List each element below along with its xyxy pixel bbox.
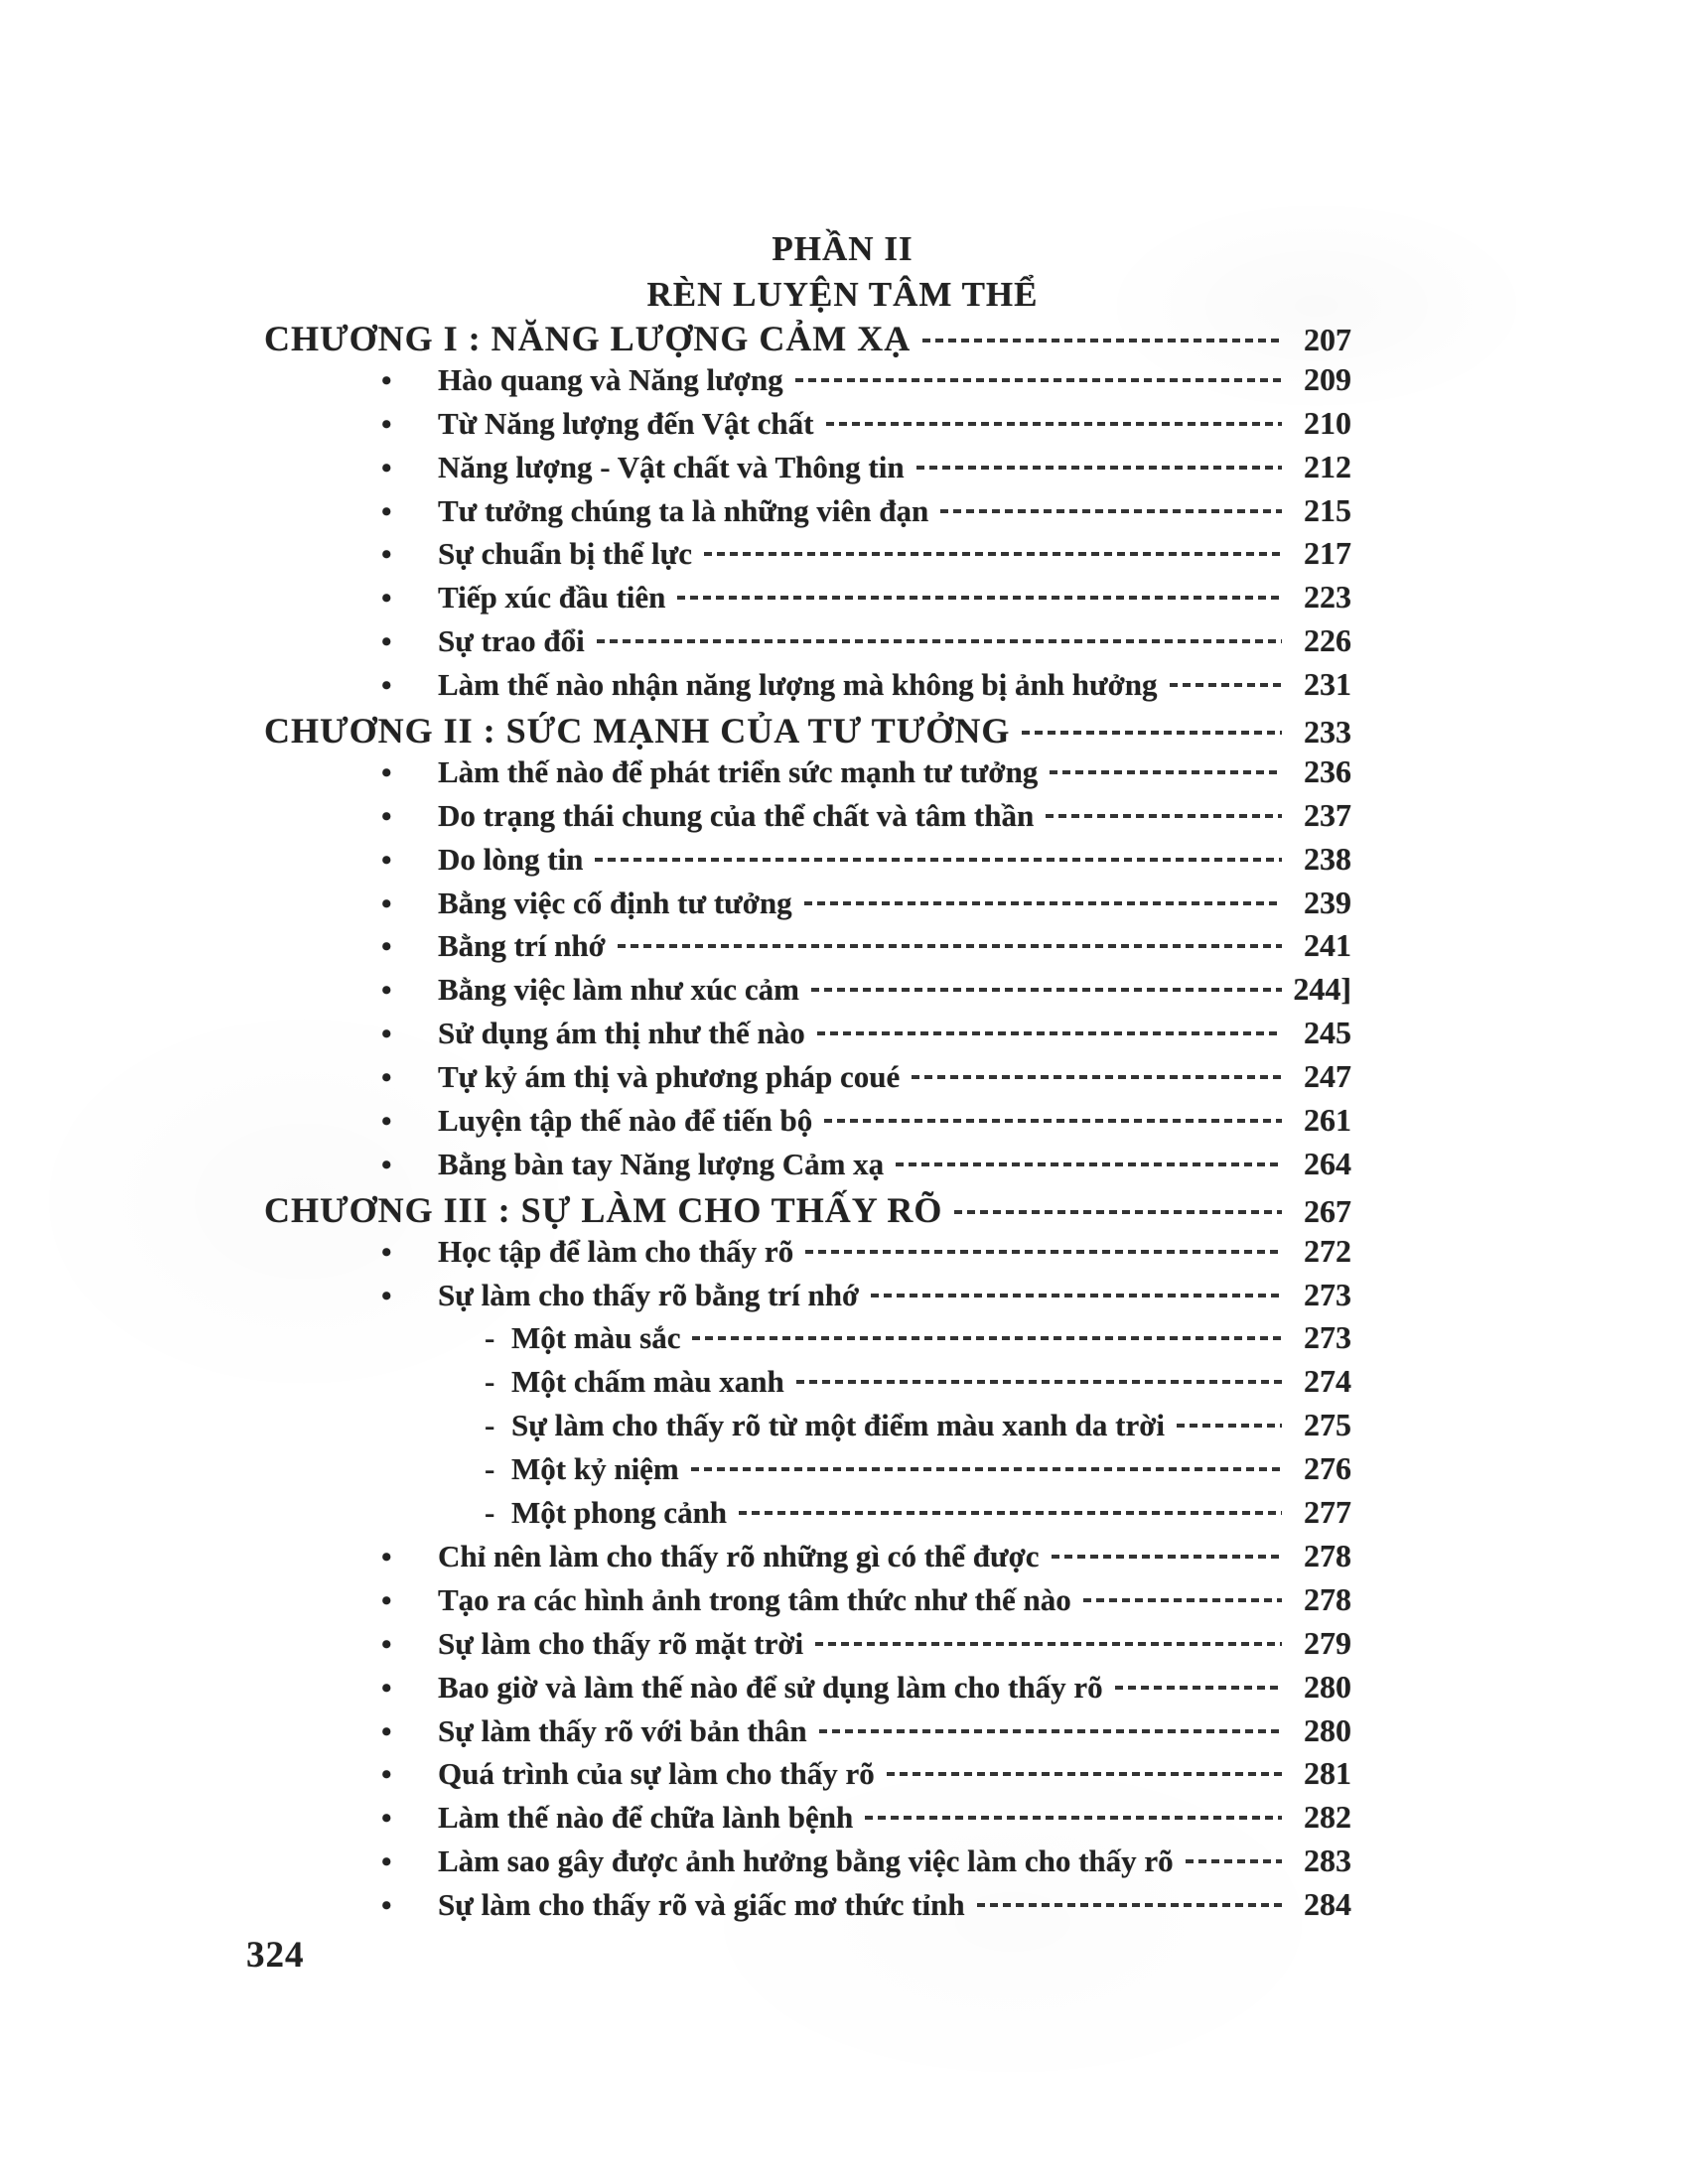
dotted-leader — [1050, 770, 1282, 774]
toc-entry-page: 280 — [1304, 1711, 1351, 1748]
toc-entry-page: 284 — [1304, 1886, 1351, 1923]
bullet-icon: • — [381, 1802, 392, 1836]
toc-entry-page: 217 — [1304, 535, 1351, 572]
dotted-leader — [739, 1511, 1282, 1515]
toc-entry-page: 267 — [1304, 1192, 1351, 1229]
toc-row — [264, 405, 1351, 449]
toc-entry-label: Tư tưởng chúng ta là những viên đạn — [438, 492, 929, 528]
toc-entry-page: 276 — [1304, 1450, 1351, 1487]
dotted-leader — [595, 858, 1282, 862]
toc-entry-label: Do lòng tin — [438, 841, 584, 877]
page-number: 324 — [246, 1935, 305, 1976]
toc-row — [264, 753, 1351, 797]
dotted-leader — [954, 1210, 1282, 1214]
toc-entry-page: 209 — [1304, 360, 1351, 397]
toc-entry-label: Quá trình của sự làm cho thấy rõ — [438, 1756, 875, 1792]
bullet-icon: • — [381, 582, 392, 615]
bullet-icon: • — [381, 1148, 392, 1181]
toc-entry-page: 241 — [1304, 927, 1351, 964]
toc-entry-label: Làm thế nào nhận năng lượng mà không bị ảnh hưởng — [438, 667, 1158, 703]
toc-row — [264, 492, 1351, 536]
toc-entry-label: Sự trao đổi — [438, 623, 585, 659]
toc-entry-page: 247 — [1304, 1058, 1351, 1095]
toc-entry-label: CHƯƠNG II : SỨC MẠNH CỦA TƯ TƯỞNG — [264, 711, 1011, 751]
toc-entry-page: 239 — [1304, 884, 1351, 920]
section-heading — [264, 226, 1351, 318]
toc-entry-label: Bằng trí nhớ — [438, 928, 606, 964]
dotted-leader — [804, 901, 1282, 905]
bullet-icon: • — [381, 1845, 392, 1879]
toc-row — [264, 841, 1351, 885]
toc-entry-label: Sự làm cho thấy rõ bằng trí nhớ — [438, 1277, 860, 1312]
dotted-leader — [691, 1467, 1282, 1471]
toc-entry-label: Một phong cảnh — [511, 1495, 728, 1531]
bullet-icon: • — [381, 1061, 392, 1095]
toc-entry-label: Tiếp xúc đầu tiên — [438, 580, 666, 615]
toc-entry-label: Tự kỷ ám thị và phương pháp coué — [438, 1059, 901, 1095]
dotted-leader — [1115, 1686, 1282, 1690]
toc-entry-page: 275 — [1304, 1407, 1351, 1443]
toc-row — [264, 449, 1351, 492]
toc-entry-label: Do trạng thái chung của thể chất và tâm thần — [438, 797, 1035, 833]
dotted-leader — [977, 1903, 1282, 1907]
dotted-leader — [916, 466, 1282, 470]
toc-entry-page: 281 — [1304, 1755, 1351, 1792]
toc-row — [264, 885, 1351, 928]
toc-entry-label: Sự làm cho thấy rõ và giấc mơ thức tỉnh — [438, 1887, 965, 1923]
toc-entry-page: 282 — [1304, 1799, 1351, 1836]
dotted-leader — [865, 1816, 1282, 1820]
bullet-icon: • — [381, 799, 392, 833]
dotted-leader — [815, 1642, 1282, 1646]
toc-entry-label: Năng lượng - Vật chất và Thông tin — [438, 449, 905, 484]
toc-row — [264, 1886, 1351, 1930]
bullet-icon: • — [381, 494, 392, 528]
bullet-icon: • — [381, 363, 392, 397]
toc-entry-label: CHƯƠNG III : SỰ LÀM CHO THẤY RÕ — [264, 1189, 943, 1230]
toc-row — [264, 1625, 1351, 1669]
toc-entry-page: 283 — [1304, 1843, 1351, 1879]
toc-entry-page: 237 — [1304, 796, 1351, 833]
bullet-icon: • — [381, 1583, 392, 1617]
toc-entry-label: Sự làm cho thấy rõ mặt trời — [438, 1625, 804, 1661]
dotted-leader — [871, 1294, 1282, 1297]
toc-row — [264, 1058, 1351, 1102]
toc-entry-page: 272 — [1304, 1232, 1351, 1269]
toc-entry-label: Tạo ra các hình ảnh trong tâm thức như thế nào — [438, 1581, 1071, 1617]
toc-row — [264, 1538, 1351, 1581]
toc-entry-page: 280 — [1304, 1668, 1351, 1705]
dotted-leader — [817, 1031, 1282, 1035]
toc-entry-label: Một kỷ niệm — [511, 1451, 679, 1487]
toc-row — [264, 1581, 1351, 1625]
toc-row — [264, 1407, 1351, 1450]
dotted-leader — [922, 339, 1282, 342]
dotted-leader — [1170, 683, 1282, 687]
bullet-icon: • — [381, 843, 392, 877]
toc-entry-page: 273 — [1304, 1319, 1351, 1356]
toc-row — [264, 622, 1351, 666]
bullet-icon: • — [381, 1671, 392, 1705]
dotted-leader — [1052, 1555, 1282, 1559]
dotted-leader — [826, 422, 1283, 426]
bullet-icon: • — [381, 625, 392, 659]
toc-entry-page: 264 — [1304, 1145, 1351, 1181]
toc-row — [264, 1669, 1351, 1712]
bullet-icon: • — [381, 1758, 392, 1792]
toc-entry-label: Hào quang và Năng lượng — [438, 361, 783, 397]
toc-row — [264, 1755, 1351, 1799]
toc-row — [264, 1233, 1351, 1277]
bullet-icon: • — [381, 1889, 392, 1923]
dotted-leader — [1022, 731, 1282, 735]
toc-entry-label: Một chấm màu xanh — [511, 1364, 784, 1400]
dash-icon: - — [485, 1451, 495, 1487]
dotted-leader — [940, 509, 1282, 513]
toc-row — [264, 579, 1351, 622]
toc-entry-page: 236 — [1304, 752, 1351, 789]
toc-row — [264, 1494, 1351, 1538]
bullet-icon: • — [381, 1235, 392, 1269]
toc-entry-label: Bằng việc cố định tư tưởng — [438, 885, 792, 920]
toc-entry-page: 233 — [1304, 714, 1351, 751]
dotted-leader — [796, 1380, 1282, 1384]
bullet-icon: • — [381, 1018, 392, 1051]
bullet-icon: • — [381, 538, 392, 572]
toc-entry-page: 278 — [1304, 1537, 1351, 1573]
dotted-leader — [912, 1075, 1282, 1079]
dotted-leader — [618, 944, 1282, 948]
toc-row — [264, 1015, 1351, 1058]
dotted-leader — [1186, 1859, 1282, 1863]
toc-entry-page: 231 — [1304, 666, 1351, 703]
dotted-leader — [819, 1729, 1282, 1733]
toc-entry-label: Sự làm cho thấy rõ từ một điểm màu xanh da trời — [511, 1408, 1166, 1443]
toc-entry-page: 226 — [1304, 622, 1351, 659]
toc-entry-label: Sự làm thấy rõ với bản thân — [438, 1712, 807, 1748]
dotted-leader — [692, 1336, 1282, 1340]
toc-row — [264, 1319, 1351, 1363]
bullet-icon: • — [381, 669, 392, 703]
toc-entry-label: Làm thế nào để phát triển sức mạnh tư tưởng — [438, 753, 1039, 789]
dotted-leader — [795, 378, 1282, 382]
bullet-icon: • — [381, 755, 392, 789]
bullet-icon: • — [381, 887, 392, 920]
dash-icon: - — [485, 1495, 495, 1531]
toc-entry-page: 277 — [1304, 1494, 1351, 1531]
toc-entry-page: 210 — [1304, 404, 1351, 441]
dotted-leader — [1046, 814, 1282, 818]
dash-icon: - — [485, 1320, 495, 1356]
bullet-icon: • — [381, 974, 392, 1008]
toc-entry-label: Bao giờ và làm thế nào để sử dụng làm cho thấy rõ — [438, 1669, 1103, 1705]
dotted-leader — [824, 1119, 1282, 1123]
part-title: PHẦN II — [772, 229, 914, 268]
toc-row — [264, 1799, 1351, 1843]
toc-entry-page: 273 — [1304, 1276, 1351, 1312]
dotted-leader — [677, 596, 1282, 600]
toc-entry-page: 245 — [1304, 1015, 1351, 1051]
toc-entry-label: Từ Năng lượng đến Vật chất — [438, 405, 814, 441]
toc-row — [264, 1277, 1351, 1320]
bullet-icon: • — [381, 1540, 392, 1573]
toc-row — [264, 318, 1351, 361]
bullet-icon: • — [381, 1627, 392, 1661]
toc-row — [264, 1450, 1351, 1494]
toc-entry-page: 207 — [1304, 322, 1351, 357]
toc-row — [264, 1712, 1351, 1756]
part-subtitle: RÈN LUYỆN TÂM THỂ — [646, 275, 1039, 314]
bullet-icon: • — [381, 407, 392, 441]
toc-row — [264, 666, 1351, 710]
toc-entry-page: 244] — [1293, 971, 1351, 1008]
dotted-leader — [1083, 1598, 1282, 1602]
toc-row — [264, 361, 1351, 405]
bullet-icon: • — [381, 1714, 392, 1748]
toc-entry-label: Làm sao gây được ảnh hưởng bằng việc làm cho thấy rõ — [438, 1843, 1174, 1879]
bullet-icon: • — [381, 930, 392, 964]
toc-entry-page: 274 — [1304, 1363, 1351, 1400]
toc-entry-label: Sử dụng ám thị như thế nào — [438, 1016, 805, 1051]
toc-content — [264, 226, 1351, 1930]
bullet-icon: • — [381, 451, 392, 484]
toc-row — [264, 1146, 1351, 1189]
toc-row — [264, 797, 1351, 841]
toc-entry-label: Bằng việc làm như xúc cảm — [438, 972, 799, 1008]
bullet-icon: • — [381, 1279, 392, 1312]
toc-entry-page: 212 — [1304, 448, 1351, 484]
toc-entry-label: Bằng bàn tay Năng lượng Cảm xạ — [438, 1146, 885, 1181]
toc-entry-label: Một màu sắc — [511, 1320, 681, 1356]
table-of-contents — [264, 318, 1351, 1930]
toc-entry-label: Sự chuẩn bị thể lực — [438, 536, 692, 572]
dotted-leader — [887, 1772, 1282, 1776]
dotted-leader — [896, 1162, 1282, 1166]
dotted-leader — [1177, 1424, 1282, 1428]
toc-entry-label: Học tập để làm cho thấy rõ — [438, 1233, 794, 1269]
dotted-leader — [597, 639, 1282, 643]
dash-icon: - — [485, 1408, 495, 1443]
dash-icon: - — [485, 1364, 495, 1400]
toc-row — [264, 927, 1351, 971]
toc-row — [264, 1102, 1351, 1146]
toc-row — [264, 971, 1351, 1015]
toc-entry-page: 261 — [1304, 1102, 1351, 1139]
toc-row — [264, 535, 1351, 579]
dotted-leader — [811, 988, 1282, 992]
toc-entry-page: 238 — [1304, 840, 1351, 877]
toc-row — [264, 1189, 1351, 1233]
toc-row — [264, 1363, 1351, 1407]
toc-entry-page: 215 — [1304, 491, 1351, 528]
bullet-icon: • — [381, 1105, 392, 1139]
toc-entry-page: 223 — [1304, 579, 1351, 615]
toc-entry-label: Chỉ nên làm cho thấy rõ những gì có thể được — [438, 1538, 1040, 1573]
toc-entry-label: Làm thế nào để chữa lành bệnh — [438, 1800, 854, 1836]
toc-entry-page: 279 — [1304, 1624, 1351, 1661]
dotted-leader — [805, 1250, 1282, 1254]
toc-entry-page: 278 — [1304, 1580, 1351, 1617]
toc-entry-label: Luyện tập thế nào để tiến bộ — [438, 1103, 813, 1139]
toc-entry-label: CHƯƠNG I : NĂNG LƯỢNG CẢM XẠ — [264, 319, 912, 358]
toc-row — [264, 710, 1351, 753]
dotted-leader — [704, 552, 1282, 556]
toc-row — [264, 1843, 1351, 1886]
